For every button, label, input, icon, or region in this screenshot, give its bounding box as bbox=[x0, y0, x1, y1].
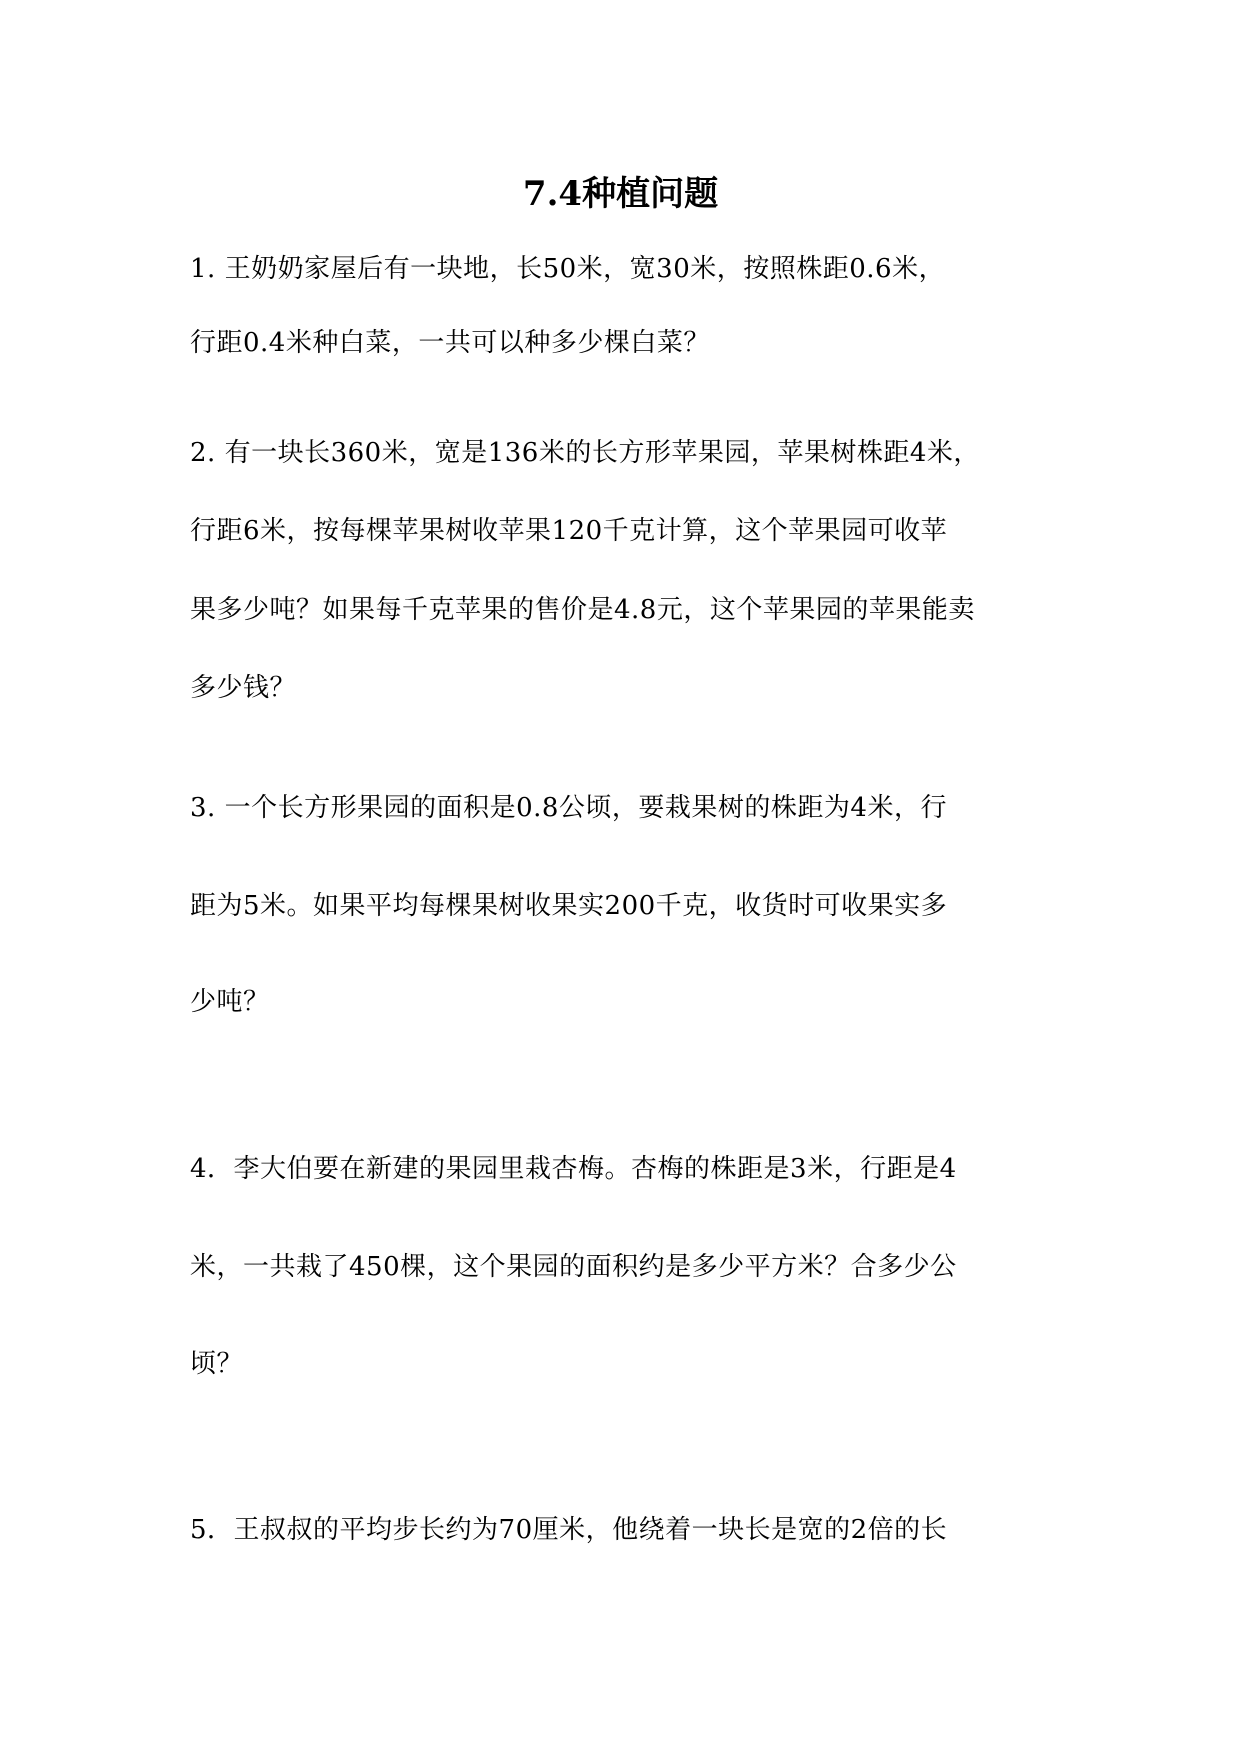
question-line: 少吨？ bbox=[190, 987, 270, 1017]
question-line: 5．王叔叔的平均步长约为70厘米，他绕着一块长是宽的2倍的长 bbox=[190, 1515, 948, 1545]
question-line: 行距6米，按每棵苹果树收苹果120千克计算，这个苹果园可收苹 bbox=[190, 516, 948, 546]
question-line: 多少钱？ bbox=[190, 673, 297, 703]
question-line: 行距0.4米种白菜，一共可以种多少棵白菜？ bbox=[190, 328, 710, 358]
question-line: 顷？ bbox=[190, 1349, 244, 1379]
question-line: 3. 一个长方形果园的面积是0.8公顷，要栽果树的株距为4米，行 bbox=[190, 793, 947, 823]
question-line: 米，一共栽了450棵，这个果园的面积约是多少平方米？合多少公 bbox=[190, 1252, 957, 1282]
page-title: 7.4种植问题 bbox=[522, 174, 719, 214]
question-line: 1. 王奶奶家屋后有一块地，长50米，宽30米，按照株距0.6米， bbox=[190, 254, 946, 284]
question-line: 2. 有一块长360米，宽是136米的长方形苹果园，苹果树株距4米， bbox=[190, 438, 980, 468]
question-line: 4．李大伯要在新建的果园里栽杏梅。杏梅的株距是3米，行距是4 bbox=[190, 1154, 957, 1184]
question-line: 距为5米。如果平均每棵果树收果实200千克，收货时可收果实多 bbox=[190, 891, 948, 921]
question-line: 果多少吨？如果每千克苹果的售价是4.8元，这个苹果园的苹果能卖 bbox=[190, 595, 975, 625]
